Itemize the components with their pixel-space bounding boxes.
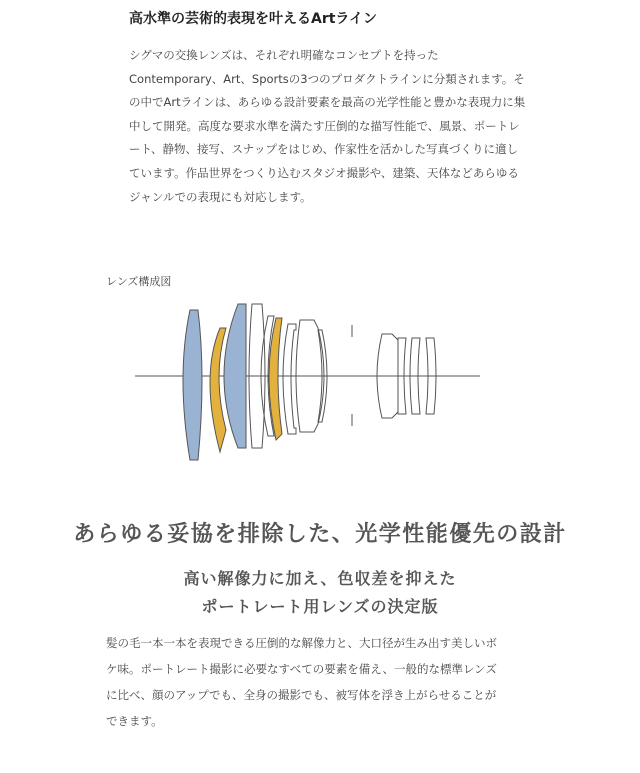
lens-element-2 bbox=[210, 328, 226, 452]
design-body-text: 髪の毛一本一本を表現できる圧倒的な解像力と、大口径が生み出す美しいボケ味。ポートレート撮影に必要なすべての要素を備え、一般的な標準レンズに比べ、顔のアップでも、全身の撮影でも、被写体を浮き上がらせることができます。 bbox=[106, 636, 497, 728]
design-subhead-line-2: ポートレート用レンズの決定版 bbox=[201, 597, 439, 616]
art-section-intro: シグマの交換レンズは、それぞれ明確なコンセプトを持ったContemporary、Art、Sportsの3つのプロダクトラインに分類されます。その中でArtラインは、あらゆる設計要素を最高の光学性能と豊かな表現力に集中して開発。高度な要求水準を満たす圧倒的な描写性能で、風景、ポートレート、静物、接写、スナップをはじめ、作家性を活かした写真づくりに適しています。作品世界をつくり込むスタジオ撮影や、建築、天体などあらゆるジャンルでの表現にも対応します。 bbox=[129, 48, 526, 204]
lens-element-1 bbox=[183, 310, 202, 460]
lens-element-3 bbox=[224, 304, 246, 448]
lens-construction-diagram bbox=[0, 290, 640, 470]
lens-diagram-caption: レンズ構成図 bbox=[106, 275, 172, 288]
lens-element-7 bbox=[283, 324, 296, 434]
design-headline: あらゆる妥協を排除した、光学性能優先の設計 bbox=[73, 521, 567, 547]
art-section-title: 高水準の芸術的表現を叶えるArtライン bbox=[129, 11, 378, 27]
design-subhead-line-1: 高い解像力に加え、色収差を抑えた bbox=[183, 569, 457, 588]
